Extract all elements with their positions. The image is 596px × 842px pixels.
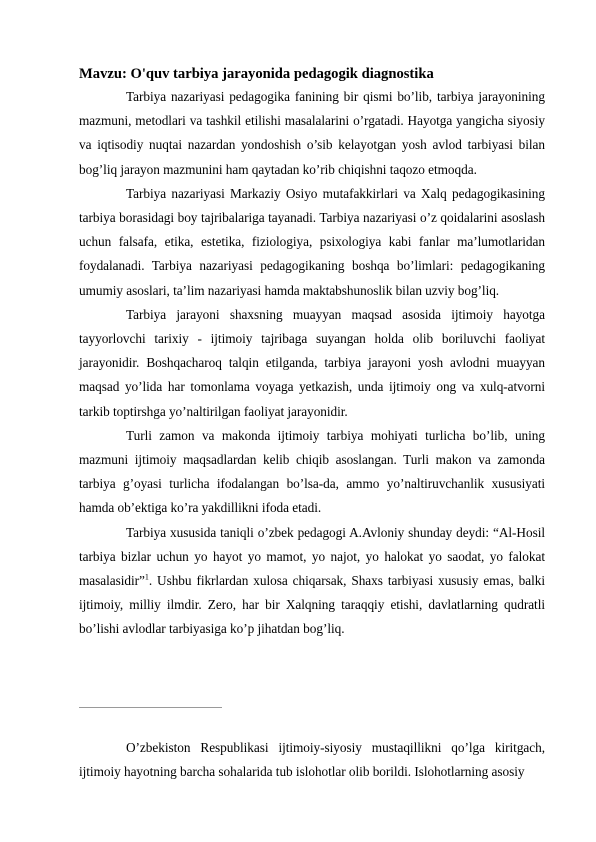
next-page-body — [79, 736, 545, 784]
quote-text: Tarbiya xususida taniqli o’zbek pedagogi A.Avloniy shunday deydi: “Al-Hosil tarbiya bizlar uchun yo hayot yo mamot, yo najot, yo halokat yo saodat, yo falokat masalasidir” — [79, 524, 545, 589]
page-title: Mavzu: O'quv tarbiya jarayonida pedagogik diagnostika — [79, 66, 434, 82]
footnote-reference: 1 — [144, 572, 149, 582]
footnote-separator — [79, 707, 222, 708]
paragraph-avloniy-quote — [79, 521, 545, 642]
paragraph: O’zbekiston Respublikasi ijtimoiy-siyosiy mustaqillikni qo’lga kiritgach, ijtimoiy hayotning barcha sohalarida tub islohotlar olib borildi. Islohotlarning asosiy — [79, 740, 545, 780]
paragraph: Tarbiya nazariyasi Markaziy Osiyo mutafakkirlari va Xalq pedagogikasining tarbiya borasidagi boy tajribalariga tayanadi. Tarbiya nazariyasi o’z qoidalarini asoslash uchun falsafa, etika, estetika, fiziologiya, psixologiya kabi fanlar ma’lumotlaridan foydalanadi. Tarbiya nazariyasi pedagogikaning boshqa bo’limlari: pedagogikaning umumiy asoslari, ta’lim nazariyasi hamda maktabshunoslik bilan uzviy bog’liq. — [79, 185, 545, 298]
paragraph-continuation: . Ushbu fikrlardan xulosa chiqarsak, Shaxs tarbiyasi xususiy emas, balki ijtimoiy, milliy ilmdir. Zero, har bir Xalqning taraqqiy etishi, davlatlarning qudratli bo’lishi avlodlar tarbiyasiga ko’p jihatdan bog’liq. — [79, 573, 545, 637]
paragraph: Turli zamon va makonda ijtimoiy tarbiya mohiyati turlicha bo’lib, uning mazmuni ijtimoiy maqsadlardan kelib chiqib asoslangan. Turli makon va zamonda tarbiya g’oyasi turlicha ifodalangan bo’lsa-da, ammo yo’naltiruvchanlik xususiyati hamda ob’ektiga ko’ra yakdillikni ifoda etadi. — [79, 427, 545, 516]
paragraph: Tarbiya nazariyasi pedagogika fanining bir qismi bo’lib, tarbiya jarayonining mazmuni, metodlari va tashkil etilishi masalalarini o’rgatadi. Hayotga yangicha siyosiy va iqtisodiy nuqtai nazardan yondoshish o’sib kelayotgan yosh avlod tarbiyasi bilan bog’liq jarayon mazmunini ham qaytadan ko’rib chiqishni taqozo etmoqda. — [79, 89, 545, 177]
paragraph: Tarbiya jarayoni shaxsning muayyan maqsad asosida ijtimoiy hayotga tayyorlovchi tarixiy - ijtimoiy tajribaga suyangan holda olib boriluvchi faoliyat jarayonidir. Boshqacharoq talqin etilganda, tarbiya jarayoni yosh avlodni muayyan maqsad yo’lida har tomonlama voyaga yetkazish, unda ijtimoiy ong va xulq-atvorni tarkib toptirshga yo’naltirilgan faoliyat jarayonidir. — [79, 306, 545, 419]
document-body — [79, 64, 545, 642]
